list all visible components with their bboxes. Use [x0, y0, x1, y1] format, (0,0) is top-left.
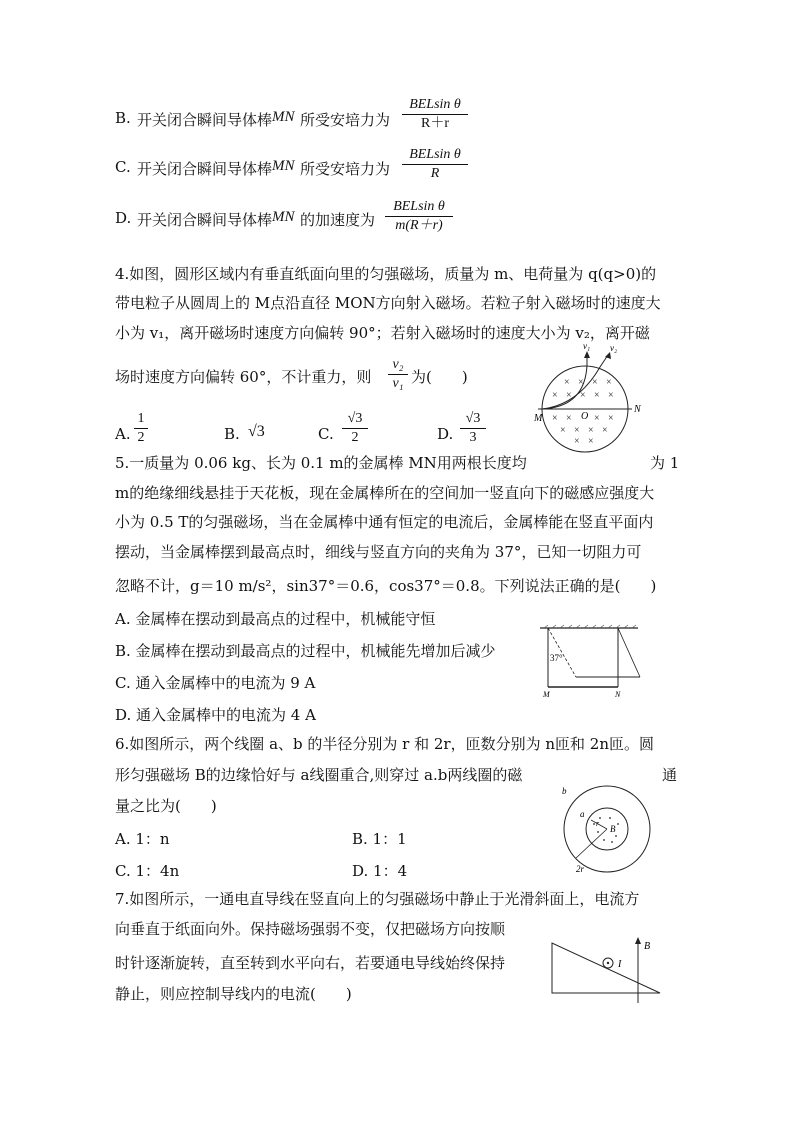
q6-option-a: A. 1：n — [115, 830, 170, 848]
arrow-v1 — [584, 351, 590, 358]
q7-figure-incline — [550, 935, 665, 1005]
q6-option-b: B. 1：1 — [352, 830, 407, 848]
label-i: I — [618, 959, 622, 970]
q6-option-c: C. 1：4n — [115, 862, 180, 880]
option-label: B. — [115, 109, 131, 127]
q4-line-4b: 为( ) — [411, 368, 468, 386]
angle-label: 37° — [550, 653, 563, 663]
field-cross: × — [566, 390, 572, 401]
q4-option-c-fraction — [342, 410, 368, 447]
label-o: O — [581, 411, 589, 422]
q6-line-1: 6.如图所示，两个线圈 a、b 的半径分别为 r 和 2r，匝数分别为 n匝和 2n匝。圆 — [115, 735, 654, 753]
label-n: N — [615, 690, 621, 699]
field-cross: × — [574, 425, 580, 436]
wire-current-dot — [607, 962, 609, 964]
option-label: C. — [115, 158, 131, 176]
field-cross: × — [564, 377, 570, 388]
field-cross: × — [588, 425, 594, 436]
q6-line-2b: 通 — [662, 766, 678, 784]
fraction-denominator: m(R＋r) — [395, 218, 443, 233]
q4-line-4a: 场时速度方向偏转 60°，不计重力，则 — [115, 368, 372, 386]
option-text: 开关闭合瞬间导体棒 — [137, 160, 273, 178]
q4-option-d-fraction — [460, 410, 486, 447]
fraction-denominator: v₁ — [392, 376, 404, 391]
thread-right-swung — [618, 628, 640, 677]
field-cross: × — [602, 425, 608, 436]
option-text: 开关闭合瞬间导体棒 — [137, 111, 273, 129]
q6-figure-two-coils — [558, 780, 656, 878]
field-cross: × — [594, 413, 600, 424]
q5-line-1b: 为 1 — [650, 454, 680, 472]
option-mn: MN — [272, 209, 295, 225]
q4-line-1: 4.如图，圆形区域内有垂直纸面向里的匀强磁场，质量为 m、电荷量为 q(q>0)的 — [115, 265, 657, 283]
fraction-numerator: BELsin θ — [402, 96, 468, 115]
q4-option-a-fraction — [134, 410, 148, 447]
field-cross: × — [606, 377, 612, 388]
q4-ratio — [388, 356, 408, 393]
label-B: B — [610, 824, 616, 834]
q5-line-4: 摆动，当金属棒摆到最高点时，细线与竖直方向的夹角为 37°，已知一切阻力可 — [115, 543, 642, 561]
fraction-numerator: 1 — [134, 410, 148, 429]
radius-2r — [576, 829, 607, 858]
fraction-numerator: BELsin θ — [402, 146, 468, 165]
field-cross: × — [580, 390, 586, 401]
q4-option-a-label: A. — [115, 425, 131, 443]
q4-figure-circle-field — [530, 341, 650, 455]
q5-line-2: m的绝缘细线悬挂于天花板，现在金属棒所在的空间加一竖直向下的磁感应强度大 — [115, 484, 655, 502]
q5-line-3: 小为 0.5 T的匀强磁场，当在金属棒中通有恒定的电流后，金属棒能在竖直平面内 — [115, 513, 654, 531]
fraction-denominator: 2 — [351, 430, 359, 445]
fraction-numerator: √3 — [342, 410, 368, 429]
field-cross: × — [574, 436, 580, 447]
field-cross: × — [594, 390, 600, 401]
fraction-denominator: 2 — [137, 430, 145, 445]
field-cross: × — [552, 390, 558, 401]
option-fraction — [402, 146, 468, 183]
q6-line-2a: 形匀强磁场 B的边缘恰好与 a线圈重合,则穿过 a.b两线圈的磁 — [115, 766, 523, 784]
fraction-denominator: 3 — [469, 430, 477, 445]
field-cross: × — [608, 413, 614, 424]
option-mn: MN — [272, 109, 295, 125]
option-fraction — [402, 96, 468, 133]
label-a: a — [580, 809, 585, 819]
label-b: B — [644, 941, 651, 952]
field-cross: × — [608, 390, 614, 401]
option-text: 开关闭合瞬间导体棒 — [137, 211, 273, 229]
field-cross: × — [552, 413, 558, 424]
option-text-2: 所受安培力为 — [300, 160, 391, 178]
field-cross: × — [566, 413, 572, 424]
label-m: M — [543, 690, 550, 699]
label-v1: v₁ — [583, 341, 591, 351]
label-b: b — [562, 786, 567, 796]
q5-option-d: D. 通入金属棒中的电流为 4 A — [115, 706, 316, 724]
q5-option-a: A. 金属棒在摆动到最高点的过程中，机械能守恒 — [115, 610, 436, 628]
label-r: r — [596, 819, 600, 828]
q4-option-b-label: B. — [224, 425, 240, 443]
label-m: M — [534, 413, 543, 424]
option-fraction — [385, 198, 453, 235]
field-b-arrowhead — [635, 937, 641, 944]
fraction-denominator: R — [430, 166, 440, 181]
q7-line-2: 向垂直于纸面向外。保持磁场强弱不变，仅把磁场方向按顺 — [115, 920, 506, 938]
option-label: D. — [115, 209, 132, 227]
field-cross: × — [578, 377, 584, 388]
option-text-2: 所受安培力为 — [300, 111, 391, 129]
q4-option-b-value: √3 — [248, 423, 265, 440]
q5-line-1a: 5.一质量为 0.06 kg、长为 0.1 m的金属棒 MN用两根长度均 — [115, 454, 527, 472]
q7-line-1: 7.如图所示，一通电直导线在竖直向上的匀强磁场中静止于光滑斜面上，电流方 — [115, 890, 640, 908]
fraction-numerator: √3 — [460, 410, 486, 429]
q5-option-b: B. 金属棒在摆动到最高点的过程中，机械能先增加后减少 — [115, 642, 496, 660]
fraction-denominator: R＋r — [421, 116, 449, 131]
q5-figure-swinging-rod — [538, 625, 643, 700]
option-mn: MN — [272, 158, 295, 174]
fraction-numerator: BELsin θ — [385, 198, 453, 217]
label-v2: v₂ — [610, 343, 618, 353]
label-n: N — [634, 404, 641, 415]
q5-line-5: 忽略不计，g＝10 m/s²，sin37°＝0.6，cos37°＝0.8。下列说法正确的是( ) — [115, 577, 657, 595]
option-text-2: 的加速度为 — [300, 211, 376, 229]
field-cross: × — [560, 425, 566, 436]
q4-option-d-label: D. — [437, 425, 454, 443]
q4-line-2: 带电粒子从圆周上的 M点沿直径 MON方向射入磁场。若粒子射入磁场时的速度大 — [115, 294, 661, 312]
q6-line-3: 量之比为( ) — [115, 797, 217, 815]
field-cross: × — [592, 377, 598, 388]
field-cross: × — [588, 436, 594, 447]
q5-option-c: C. 通入金属棒中的电流为 9 A — [115, 674, 316, 692]
q7-line-4: 静止，则应控制导线内的电流( ) — [115, 985, 352, 1003]
label-2r: 2r — [576, 864, 585, 874]
q7-line-3: 时针逐渐旋转，直至转到水平向右，若要通电导线始终保持 — [115, 954, 506, 972]
fraction-numerator: v₂ — [388, 356, 408, 375]
q4-option-c-label: C. — [318, 425, 334, 443]
q4-line-3: 小为 v₁，离开磁场时速度方向偏转 90°；若射入磁场时的速度大小为 v₂，离开磁 — [115, 324, 650, 342]
q6-option-d: D. 1：4 — [352, 862, 408, 880]
